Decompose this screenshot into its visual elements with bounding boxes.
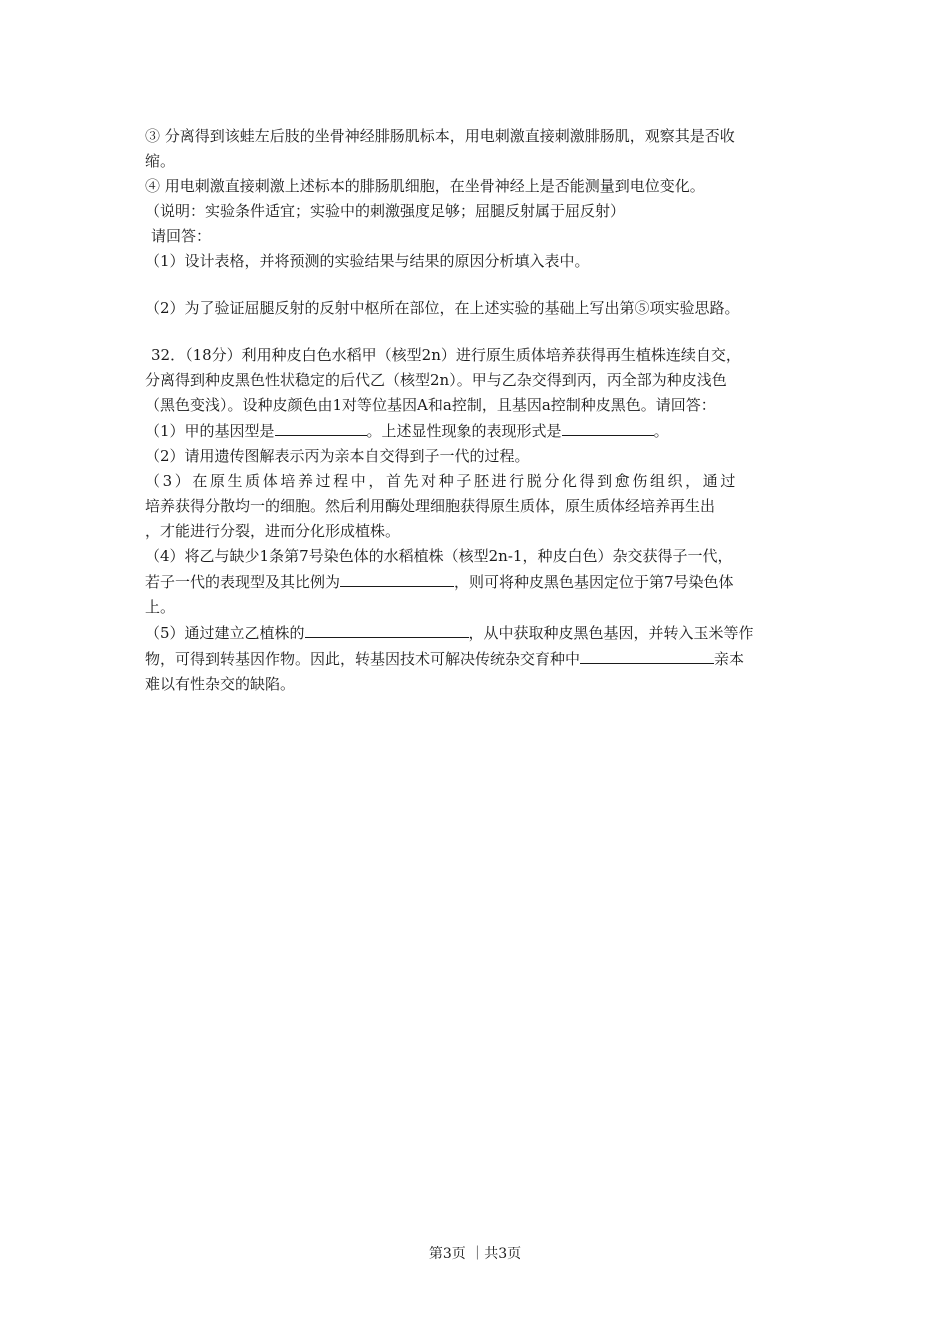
answer-blank-ratio [340, 569, 454, 587]
question-32-4-line3: 上。 [145, 598, 176, 616]
q1-text-a: （1）甲的基因型是 [145, 422, 275, 440]
page-footer: 第3页 ｜共3页 [428, 1246, 522, 1262]
question-32-3-line3: ，才能进行分裂，进而分化形成植株。 [145, 522, 401, 540]
answer-blank-parents [580, 646, 714, 664]
question-32-intro-line3: （黑色变浅）。设种皮颜色由1对等位基因A和a控制，且基因a控制种皮黑色。请回答： [145, 396, 716, 414]
question-31-1: （1）设计表格，并将预测的实验结果与结果的原因分析填入表中。 [145, 252, 590, 270]
question-32-intro-line2: 分离得到种皮黑色性状稳定的后代乙（核型2n）。甲与乙杂交得到丙，丙全部为种皮浅色 [145, 371, 727, 389]
step3-line1: ③ 分离得到该蛙左后肢的坐骨神经腓肠肌标本，用电刺激直接刺激腓肠肌，观察其是否收 [145, 127, 735, 145]
document-body [145, 124, 809, 697]
question-32-4-line2 [145, 569, 809, 595]
question-31-2: （2）为了验证屈腿反射的反射中枢所在部位，在上述实验的基础上写出第⑤项实验思路。 [145, 299, 740, 317]
q5-text-b: ，从中获取种皮黑色基因，并转入玉米等作 [468, 624, 754, 642]
question-32-2: （2）请用遗传图解表示丙为亲本自交得到子一代的过程。 [145, 447, 530, 465]
spacer [145, 274, 809, 296]
step4-line: ④ 用电刺激直接刺激上述标本的腓肠肌细胞，在坐骨神经上是否能测量到电位变化。 [145, 177, 705, 195]
question-32-4-line1: （4）将乙与缺少1条第7号染色体的水稻植株（核型2n-1，种皮白色）杂交获得子一代， [145, 547, 733, 565]
q5-text-a: （5）通过建立乙植株的 [145, 624, 305, 642]
question-32-3-line1: （3）在原生质体培养过程中，首先对种子胚进行脱分化得到愈伤组织，通过 [145, 472, 738, 490]
question-32-5-line1 [145, 620, 809, 646]
answer-blank-library [305, 620, 469, 638]
question-32-5-line2 [145, 646, 809, 672]
step3-line2: 缩。 [145, 152, 176, 170]
question-32-1 [145, 418, 809, 444]
answer-prompt: 请回答： [151, 227, 212, 245]
q5-text-d: 亲本 [714, 650, 745, 668]
question-32-3-line2: 培养获得分散均一的细胞。然后利用酶处理细胞获得原生质体，原生质体经培养再生出 [145, 497, 716, 515]
q4-text-a: 若子一代的表现型及其比例为 [145, 573, 341, 591]
spacer [145, 321, 809, 343]
experiment-note: （说明：实验条件适宜；实验中的刺激强度足够；屈腿反射属于屈反射） [145, 202, 626, 220]
question-32-5-line3: 难以有性杂交的缺陷。 [145, 675, 296, 693]
question-32-intro-line1: 32．（18分）利用种皮白色水稻甲（核型2n）进行原生质体培养获得再生植株连续自交， [151, 346, 741, 364]
answer-blank-dominance [562, 418, 654, 436]
q4-text-b: ，则可将种皮黑色基因定位于第7号染色体 [454, 573, 734, 591]
answer-blank-genotype [275, 418, 367, 436]
q1-text-b: 。上述显性现象的表现形式是 [366, 422, 562, 440]
q5-text-c: 物，可得到转基因作物。因此，转基因技术可解决传统杂交育种中 [145, 650, 581, 668]
q1-text-c: 。 [653, 422, 669, 440]
